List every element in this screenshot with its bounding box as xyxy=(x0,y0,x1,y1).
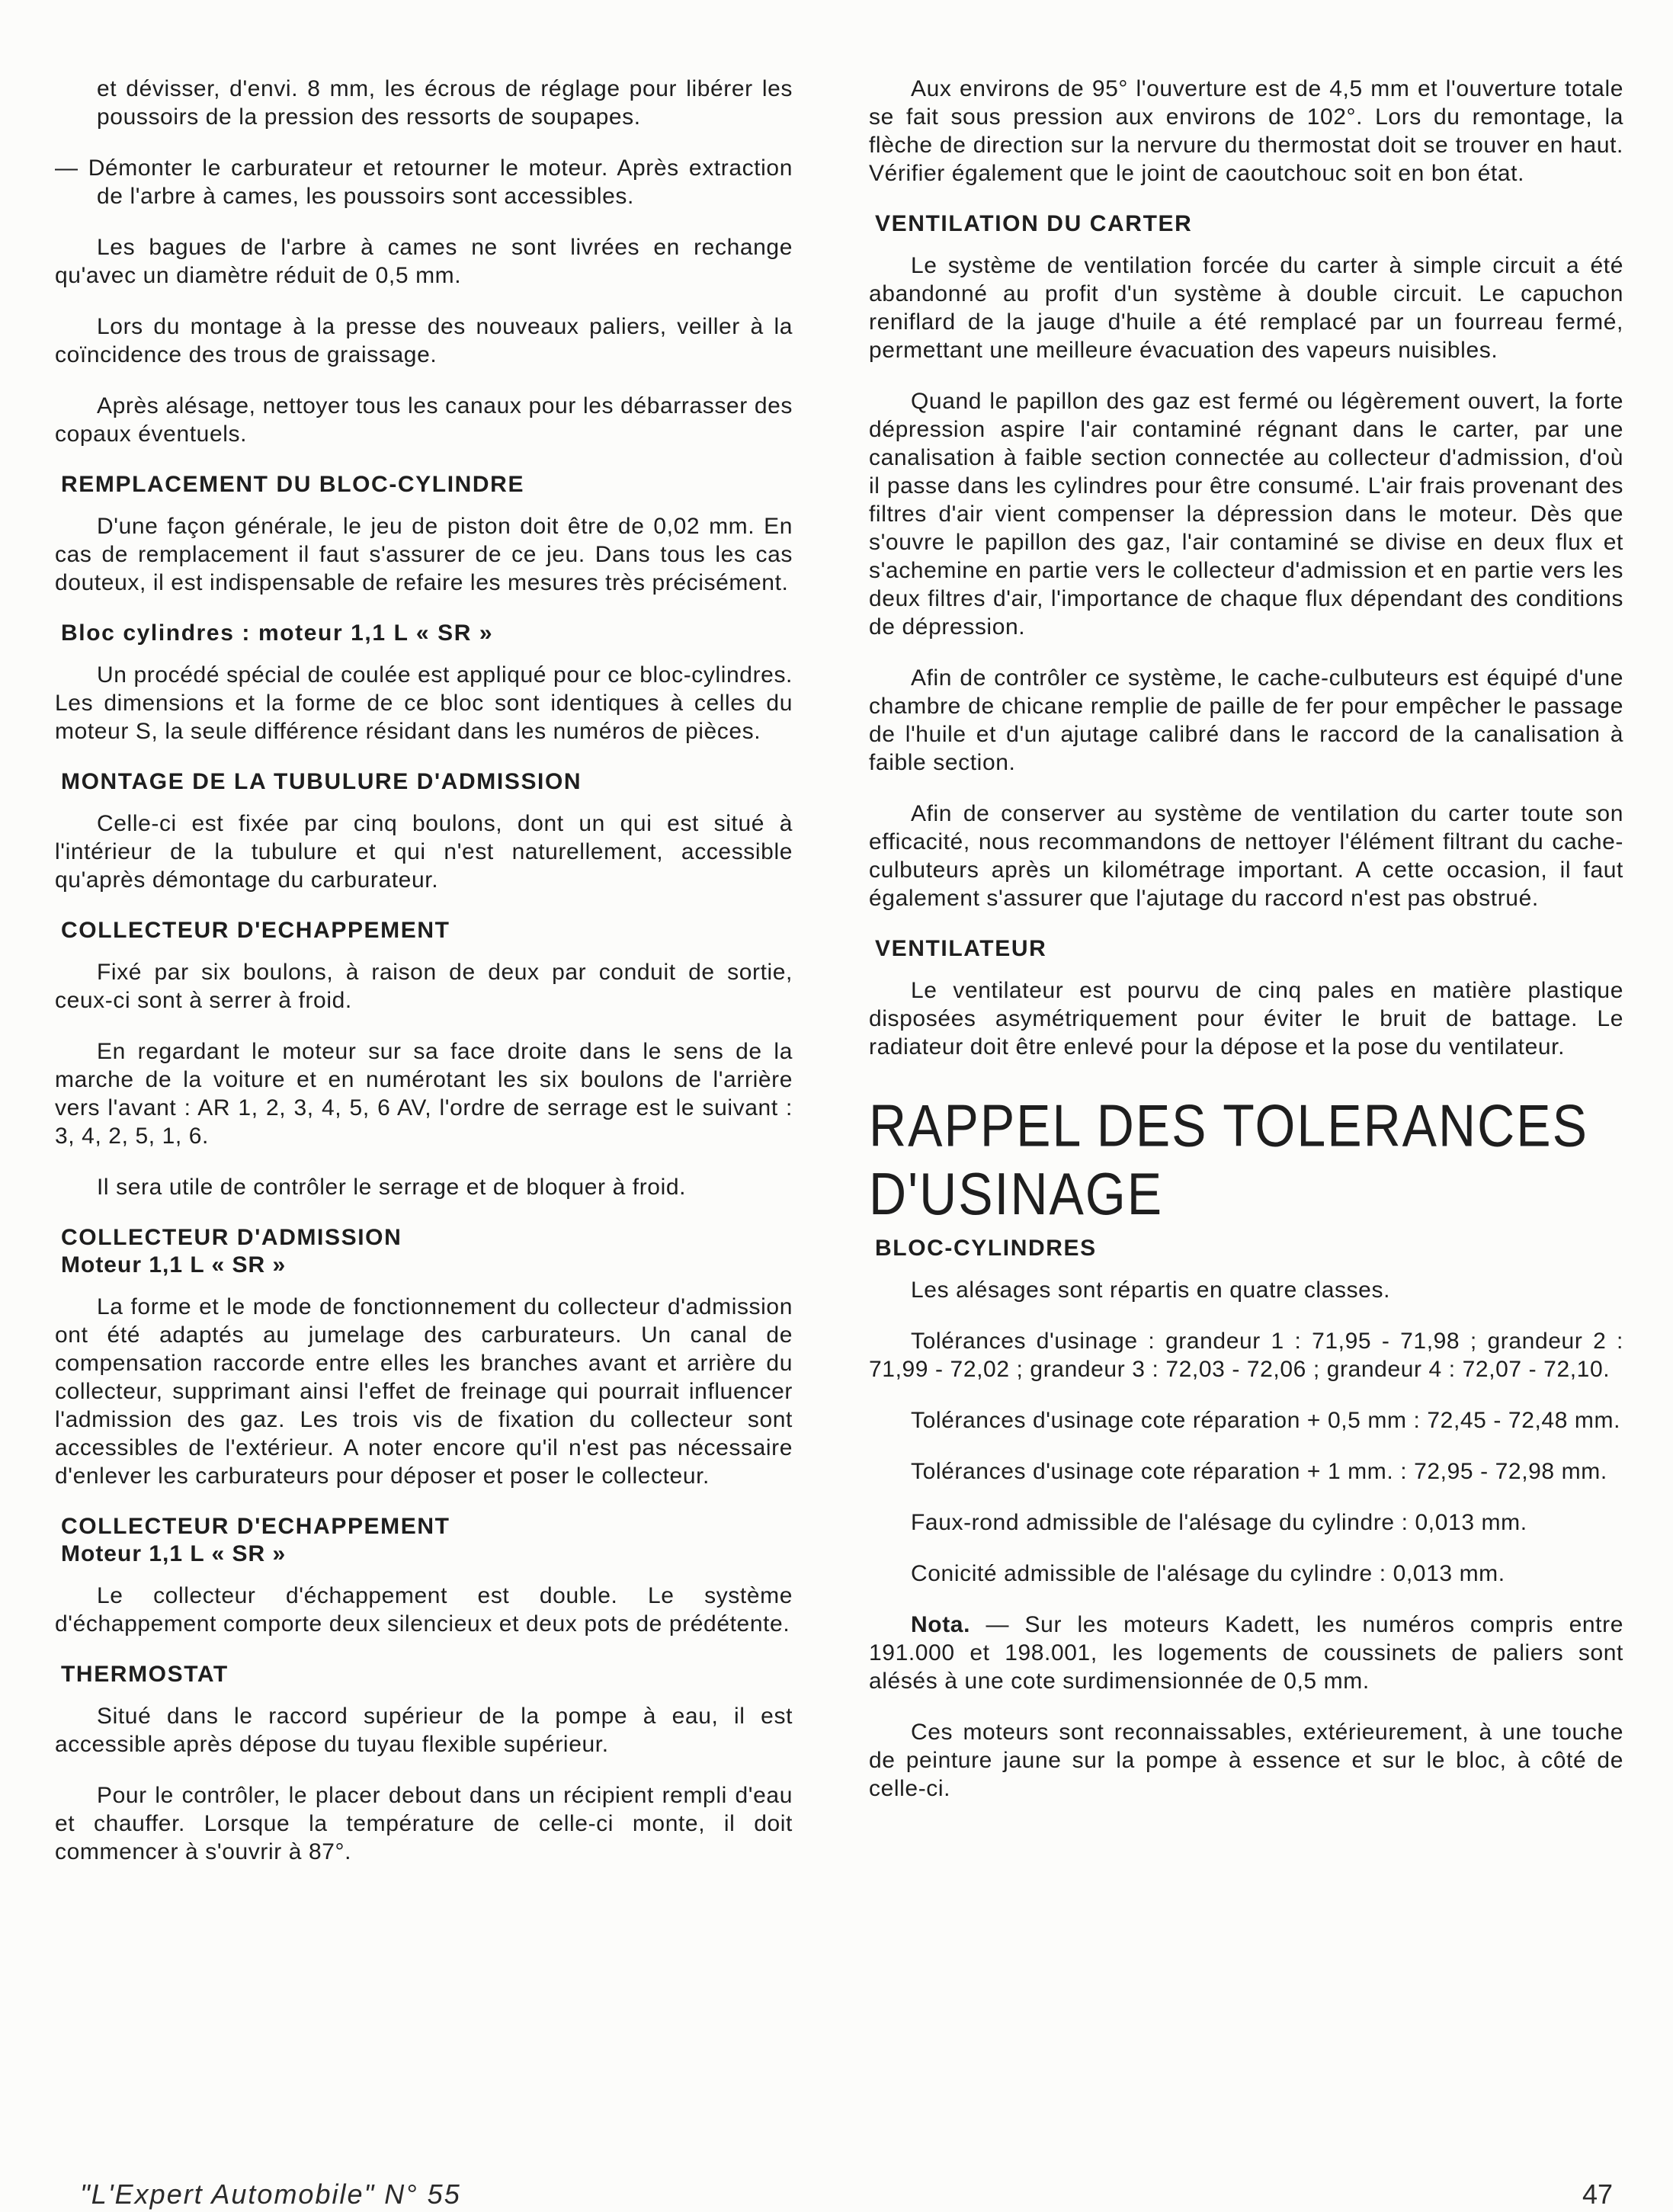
section-heading-collecteur-admission xyxy=(55,1224,793,1279)
paragraph: Le collecteur d'échappement est double. Le système d'échappement comporte deux silencieux et deux pots de prédétente. xyxy=(55,1583,793,1637)
paragraph: Le système de ventilation forcée du carter à simple circuit a été abandonné au profit d'un système à double circuit. Le capuchon reniflard de la jauge d'huile a été remplacé par un fourreau fermé, permettant une meilleure évacuation des vapeurs nuisibles. xyxy=(869,253,1623,363)
heading-title: COLLECTEUR D'ADMISSION xyxy=(61,1225,402,1250)
paragraph: Le ventilateur est pourvu de cinq pales en matière plastique disposées asymétriquement pour éviter le bruit de battage. Le radiateur doit être enlevé pour la dépose et la pose du ventilateur. xyxy=(869,978,1623,1060)
paragraph: Aux environs de 95° l'ouverture est de 4,5 mm et l'ouverture totale se fait sous pression aux environs de 102°. Lors du remontage, la flèche de direction sur la nervure du thermostat doit se trouver en haut. Vérifier également que le joint de caoutchouc soit en bon état. xyxy=(869,76,1623,186)
heading-subtitle: Moteur 1,1 L « SR » xyxy=(61,1541,287,1566)
section-heading-montage: MONTAGE DE LA TUBULURE D'ADMISSION xyxy=(61,769,582,794)
paragraph: Tolérances d'usinage : grandeur 1 : 71,95 - 71,98 ; grandeur 2 : 71,99 - 72,02 ; grandeur 3 : 72,03 - 72,06 ; grandeur 4 : 72,07 - 72,10. xyxy=(869,1329,1623,1382)
paragraph: Un procédé spécial de coulée est appliqué pour ce bloc-cylindres. Les dimensions et la forme de ce bloc sont identiques à celles du moteur S, la seule différence résidant dans les numéros de pièces. xyxy=(55,662,793,744)
paragraph: Situé dans le raccord supérieur de la pompe à eau, il est accessible après dépose du tuyau flexible supérieur. xyxy=(55,1704,793,1757)
paragraph: Conicité admissible de l'alésage du cylindre : 0,013 mm. xyxy=(911,1561,1505,1586)
section-heading-bloc-cylindres: BLOC-CYLINDRES xyxy=(875,1236,1097,1261)
paragraph: Ces moteurs sont reconnaissables, extérieurement, à une touche de peinture jaune sur la pompe à essence et sur le bloc, à côté de celle-ci. xyxy=(869,1720,1623,1801)
right-column xyxy=(869,75,1623,1826)
left-column xyxy=(55,75,793,1889)
paragraph: En regardant le moteur sur sa face droite dans le sens de la marche de la voiture et en numérotant les six boulons de l'arrière vers l'avant : AR 1, 2, 3, 4, 5, 6 AV, l'ordre de serrage est le suivant : 3, 4, 2, 5, 1, 6. xyxy=(55,1039,793,1149)
title-line-2: D'USINAGE xyxy=(869,1160,1164,1228)
paragraph: Fixé par six boulons, à raison de deux par conduit de sortie, ceux-ci sont à serrer à froid. xyxy=(55,960,793,1013)
paragraph: Faux-rond admissible de l'alésage du cylindre : 0,013 mm. xyxy=(911,1510,1527,1535)
subsection-heading-bloc: Bloc cylindres : moteur 1,1 L « SR » xyxy=(61,620,494,646)
section-heading-ventilation: VENTILATION DU CARTER xyxy=(875,211,1193,236)
heading-title: COLLECTEUR D'ECHAPPEMENT xyxy=(61,1514,450,1539)
paragraph: et dévisser, d'envi. 8 mm, les écrous de réglage pour libérer les poussoirs de la pression des ressorts de soupapes. xyxy=(97,76,793,130)
nota-text: — Sur les moteurs Kadett, les numéros compris entre 191.000 et 198.001, les logements de coussinets de paliers sont alésés à une cote surdimensionnée de 0,5 mm. xyxy=(869,1612,1623,1694)
title-line-1: RAPPEL DES TOLERANCES xyxy=(869,1092,1588,1159)
paragraph: Afin de contrôler ce système, le cache-culbuteurs est équipé d'une chambre de chicane remplie de paille de fer pour empêcher le passage de l'huile et d'un ajutage calibré dans le raccord de la canalisation à faible section. xyxy=(869,665,1623,775)
paragraph: La forme et le mode de fonctionnement du collecteur d'admission ont été adaptés au jumelage des carburateurs. Un canal de compensation raccorde entre elles les branches avant et arrière du collecteur, supprimant ainsi l'effet de freinage qui pourrait influencer l'admission des gaz. Les trois vis de fixation du collecteur sont accessibles de l'extérieur. A noter encore qu'il n'est pas nécessaire d'enlever les carburateurs pour déposer et poser le collecteur. xyxy=(55,1294,793,1489)
paragraph: Afin de conserver au système de ventilation du carter toute son efficacité, nous recommandons de nettoyer l'élément filtrant du cache-culbuteurs après un kilométrage important. A cette occasion, il faut également s'assurer que l'ajutage du raccord n'est pas obstrué. xyxy=(869,801,1623,911)
section-heading-ventilateur: VENTILATEUR xyxy=(875,936,1047,961)
paragraph: Il sera utile de contrôler le serrage et de bloquer à froid. xyxy=(97,1175,687,1200)
page-number: 47 xyxy=(1582,2178,1614,2210)
section-heading-collecteur-echappement-sr xyxy=(55,1513,793,1568)
paragraph: Les alésages sont répartis en quatre classes. xyxy=(911,1278,1391,1303)
paragraph: Celle-ci est fixée par cinq boulons, dont un qui est situé à l'intérieur de la tubulure et qui n'est naturellement, accessible qu'après démontage du carburateur. xyxy=(55,811,793,893)
paragraph: Après alésage, nettoyer tous les canaux pour les débarrasser des copaux éventuels. xyxy=(55,393,793,447)
publication-footer: "L'Expert Automobile" N° 55 xyxy=(80,2178,461,2210)
page-title xyxy=(869,1092,1623,1228)
section-heading-remplacement: REMPLACEMENT DU BLOC-CYLINDRE xyxy=(61,472,525,497)
paragraph-nota xyxy=(869,1611,1623,1695)
paragraph: Tolérances d'usinage cote réparation + 0,5 mm : 72,45 - 72,48 mm. xyxy=(911,1408,1621,1433)
heading-subtitle: Moteur 1,1 L « SR » xyxy=(61,1252,287,1278)
paragraph: Pour le contrôler, le placer debout dans un récipient rempli d'eau et chauffer. Lorsque la température de celle-ci monte, il doit commencer à s'ouvrir à 87°. xyxy=(55,1783,793,1864)
nota-label: Nota. xyxy=(911,1612,970,1637)
list-item: — Démonter le carburateur et retourner le moteur. Après extraction de l'arbre à cames, les poussoirs sont accessibles. xyxy=(55,155,793,209)
section-heading-thermostat: THERMOSTAT xyxy=(61,1662,229,1687)
paragraph: Quand le papillon des gaz est fermé ou légèrement ouvert, la forte dépression aspire l'air contaminé régnant dans le carter, par une canalisation à faible section connectée au collecteur d'admission, d'où il passe dans les cylindres pour être consumé. L'air frais provenant des filtres d'air vient compenser la dépression dans le moteur. Dès que s'ouvre le papillon des gaz, l'air contaminé se divise en deux flux et s'achemine en partie vers le collecteur d'admission et en partie vers les deux filtres d'air, l'importance de chaque flux dépendant des conditions de dépression. xyxy=(869,389,1623,640)
paragraph: Tolérances d'usinage cote réparation + 1 mm. : 72,95 - 72,98 mm. xyxy=(911,1459,1607,1484)
paragraph: D'une façon générale, le jeu de piston doit être de 0,02 mm. En cas de remplacement il faut s'assurer de ce jeu. Dans tous les cas douteux, il est indispensable de refaire les mesures très précisément. xyxy=(55,514,793,595)
paragraph: Les bagues de l'arbre à cames ne sont livrées en rechange qu'avec un diamètre réduit de 0,5 mm. xyxy=(55,235,793,288)
section-heading-collecteur-echappement: COLLECTEUR D'ECHAPPEMENT xyxy=(61,918,450,943)
paragraph: Lors du montage à la presse des nouveaux paliers, veiller à la coïncidence des trous de graissage. xyxy=(55,314,793,367)
